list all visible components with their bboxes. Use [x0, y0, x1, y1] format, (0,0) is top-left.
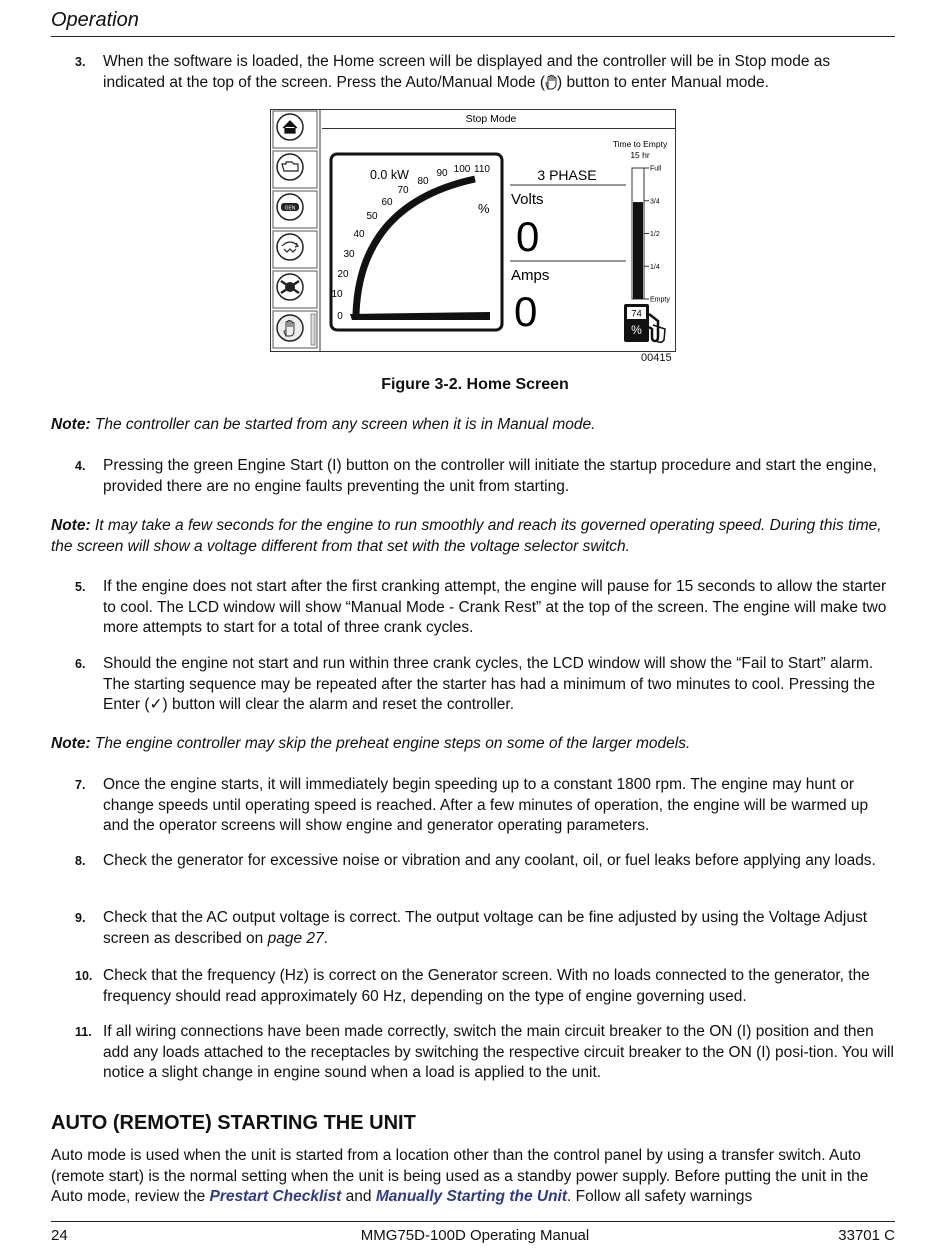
note-text: It may take a few seconds for the engine to run smoothly and reach its governed operating speed. During this time, the screen will show a voltage different from that set with the voltage selector switch.	[51, 517, 882, 555]
step-number: 4.	[75, 459, 86, 473]
step-text: If the engine does not start after the first cranking attempt, the engine will pause for 15 seconds to allow the starter to cool. The LCD window will show “Manual Mode - Crank Rest” at the top of the screen. The engine will make two more attempts to start for a total of three crank cycles.	[103, 578, 887, 636]
section-paragraph	[51, 1146, 895, 1208]
fuel-gauge-fill	[633, 202, 643, 299]
hand-icon	[545, 74, 557, 90]
side-button-settings[interactable]	[273, 231, 317, 268]
step-number: 9.	[75, 911, 86, 925]
gauge-tick-label: 90	[436, 168, 448, 179]
step-7	[51, 775, 895, 837]
gauge-tick-label: 40	[353, 229, 365, 240]
kw-percent-sign: %	[478, 201, 490, 216]
step-number: 7.	[75, 778, 86, 792]
step-11	[51, 1022, 895, 1084]
step-text: Once the engine starts, it will immediately begin speeding up to a constant 1800 rpm. The engine may hunt or change speeds until operating speed is reached. After a few minutes of operation, the engine will be warmed up and the operator screens will show engine and generator operating parameters.	[103, 776, 869, 834]
time-to-empty-value: 15 hr	[630, 150, 650, 160]
gauge-tick-label: 60	[381, 197, 393, 208]
page-reference[interactable]: page 27	[267, 929, 324, 947]
step-text: Should the engine not start and run within three crank cycles, the LCD window will show the “Fail to Start” alarm. The starting sequence may be repeated after the starter has had a minimum of two minutes to cool. Pressing the Enter (	[103, 655, 875, 713]
step-number: 11.	[75, 1025, 92, 1039]
time-to-empty-label: Time to Empty	[612, 139, 668, 149]
note-label: Note:	[51, 517, 91, 534]
volts-value: 0	[516, 213, 540, 260]
step-text: When the software is loaded, the Home screen will be displayed and the controller will be in Stop mode as indicated at the top of the screen. Press the Auto/Manual Mode (	[103, 53, 831, 91]
step-4	[51, 456, 895, 497]
amps-label: Amps	[511, 267, 550, 284]
step-text: If all wiring connections have been made correctly, switch the main circuit breaker to the ON (I) position and then add any loads attached to the receptacles by switching the respective circuit breaker to the ON (I) posi-tion. You will notice a slight change in engine sound when a load is applied to the unit.	[103, 1023, 894, 1081]
gauge-tick-label: 10	[331, 289, 343, 300]
volts-label: Volts	[511, 191, 544, 208]
step-5	[51, 577, 895, 639]
check-icon: ✓	[149, 696, 163, 713]
step-9	[51, 908, 895, 949]
gauge-tick-label: 100	[453, 164, 471, 175]
step-number: 3.	[75, 55, 86, 69]
phase-label: 3 PHASE	[537, 167, 597, 183]
section-header: Operation	[51, 9, 139, 31]
figure-caption: Figure 3-2. Home Screen	[381, 376, 569, 393]
side-button-generator[interactable]	[273, 191, 317, 228]
gen-icon-label: GEN	[284, 205, 296, 212]
page-number: 24	[51, 1227, 68, 1244]
note-3	[51, 734, 895, 755]
note-1	[51, 415, 895, 436]
footer-rule	[51, 1221, 895, 1222]
fuel-tick-label: 1/2	[650, 231, 660, 238]
note-label: Note:	[51, 735, 91, 752]
step-text: Pressing the green Engine Start (I) button on the controller will initiate the startup procedure and start the engine, provided there are no engine faults preventing the unit from starting.	[103, 457, 877, 495]
fuel-tick-label: Empty	[650, 296, 670, 304]
step-number: 8.	[75, 854, 86, 868]
gauge-tick-label: 50	[366, 211, 378, 222]
side-button-home[interactable]	[273, 111, 317, 148]
step-text-end: ) button will clear the alarm and reset the controller.	[162, 696, 515, 713]
amps-value: 0	[514, 288, 538, 335]
step-3	[51, 52, 895, 93]
step-number: 6.	[75, 657, 86, 671]
side-button-alarm[interactable]	[273, 271, 317, 308]
side-button-engine[interactable]	[273, 151, 317, 188]
header-rule	[51, 36, 895, 37]
gauge-tick-label: 30	[343, 249, 355, 260]
manually-starting-link[interactable]: Manually Starting the Unit	[375, 1188, 568, 1205]
section-title: AUTO (REMOTE) STARTING THE UNIT	[51, 1112, 416, 1134]
note-text: The controller can be started from any screen when it is in Manual mode.	[90, 416, 596, 433]
prestart-checklist-link[interactable]: Prestart Checklist	[209, 1188, 342, 1205]
note-2	[51, 516, 895, 557]
fuel-tick-label: 1/4	[650, 263, 660, 271]
note-text: The engine controller may skip the preheat engine steps on some of the larger models.	[90, 735, 691, 752]
paragraph-text: Auto mode is used when the unit is started from a location other than the control panel by using a transfer switch. Auto (remote start) is the normal setting when the unit is being used as a standby power supply. Before putting the unit in the Auto mode, review the	[51, 1147, 869, 1205]
fuel-tick-label: 3/4	[650, 198, 660, 206]
document-number: 33701 C	[838, 1227, 895, 1244]
fuel-percent-value: 74	[631, 308, 642, 320]
home-screen-figure	[270, 109, 676, 352]
step-text: Check that the AC output voltage is correct. The output voltage can be fine adjusted by using the Voltage Adjust screen as described on	[103, 909, 868, 947]
gauge-tick-label: 110	[474, 164, 490, 175]
mode-title: Stop Mode	[465, 113, 517, 125]
step-text: Check that the frequency (Hz) is correct on the Generator screen. With no loads connected to the generator, the frequency should read approximately 60 Hz, depending on the type of engine governing used.	[103, 967, 870, 1005]
step-10	[51, 966, 895, 1007]
gauge-tick-label: 20	[337, 269, 349, 280]
gauge-tick-label: 0	[337, 311, 343, 322]
step-text: Check the generator for excessive noise or vibration and any coolant, oil, or fuel leaks before applying any loads.	[103, 852, 876, 869]
step-8	[51, 851, 895, 872]
paragraph-text-mid: and	[341, 1188, 376, 1205]
manual-title: MMG75D-100D Operating Manual	[360, 1227, 590, 1244]
fuel-tick-label: Full	[650, 165, 662, 173]
step-text-end: .	[323, 929, 328, 947]
kw-readout: 0.0 kW	[370, 168, 409, 182]
step-number: 5.	[75, 580, 86, 594]
step-number: 10.	[75, 969, 93, 983]
fuel-percent-sign: %	[631, 323, 642, 337]
side-button-auto-manual[interactable]	[273, 311, 317, 348]
paragraph-text-end: . Follow all safety warnings	[567, 1188, 753, 1205]
figure-id: 00415	[641, 352, 672, 364]
home-screen-drawing	[270, 109, 676, 352]
gauge-tick-label: 80	[417, 176, 429, 187]
note-label: Note:	[51, 416, 91, 433]
step-text-end: ) button to enter Manual mode.	[557, 73, 769, 91]
step-6	[51, 654, 895, 716]
gauge-tick-label: 70	[397, 185, 409, 196]
